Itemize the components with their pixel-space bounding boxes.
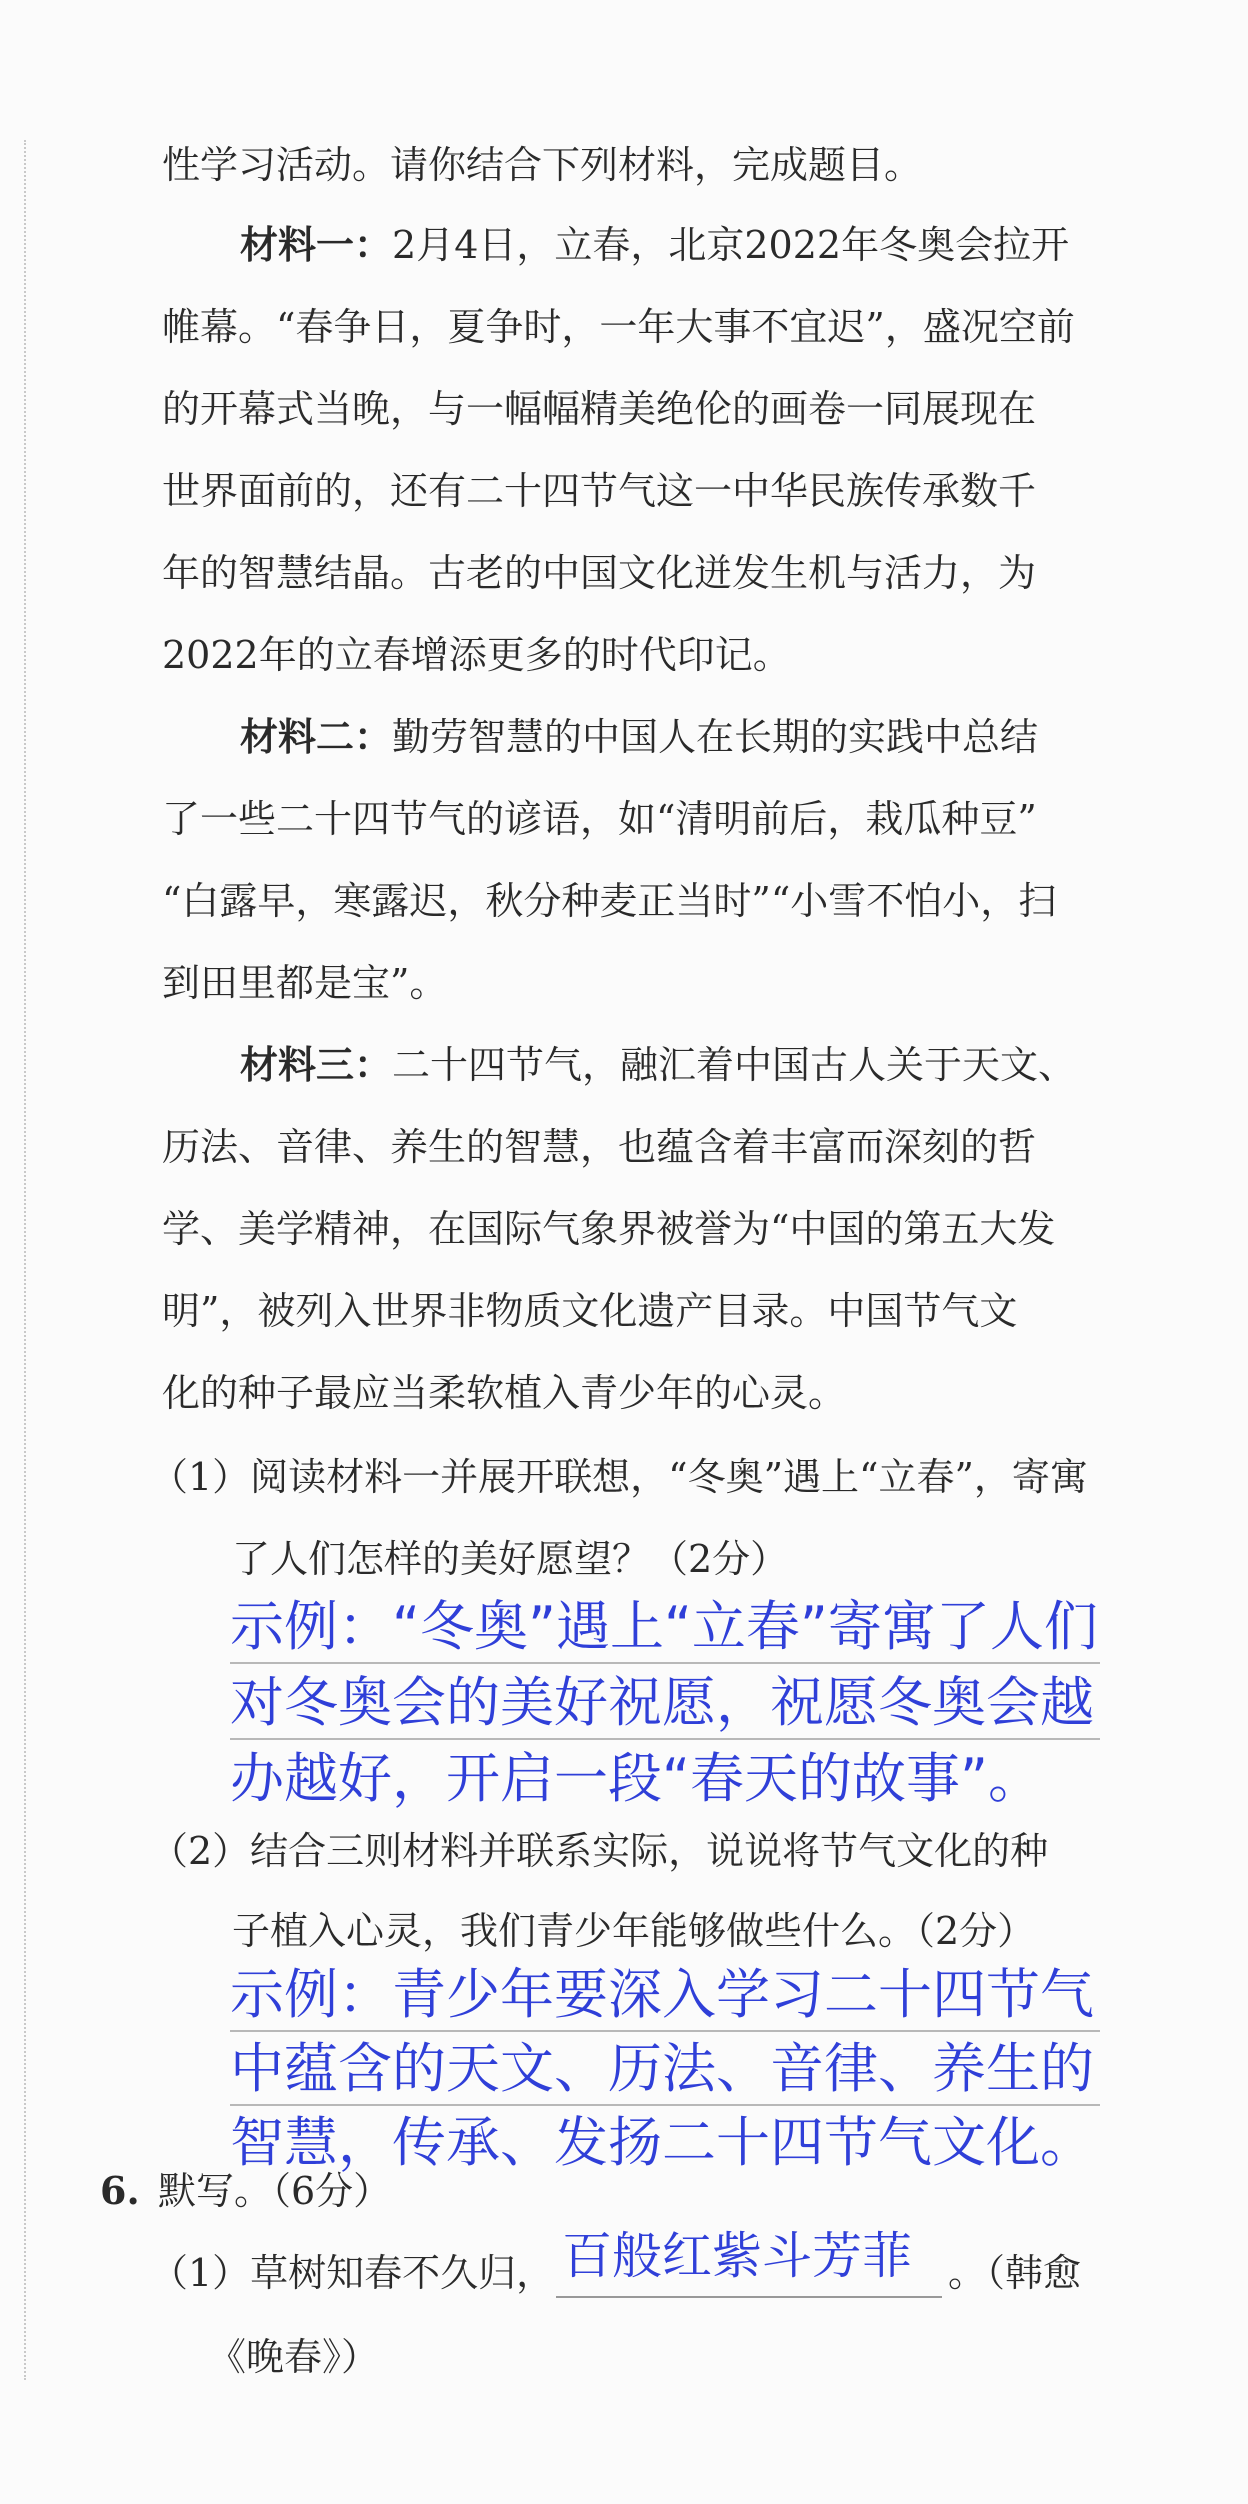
text-line: 性学习活动。请你结合下列材料，完成题目。 [162, 143, 923, 187]
q1-answer-line: 办越好，开启一段“春天的故事”。 [230, 1747, 1042, 1810]
text-line: 学、美学精神，在国际气象界被誉为“中国的第五大发 [162, 1207, 1056, 1251]
material-2-text: 勤劳智慧的中国人在长期的实践中总结 [392, 715, 1039, 759]
material-2-label: 材料二： [240, 714, 393, 759]
q2-prompt-cont: 子植入心灵，我们青少年能够做些什么。（2分） [232, 1909, 1036, 1953]
material-1 [240, 220, 1069, 270]
text-line: 明”，被列入世界非物质文化遗产目录。中国节气文 [162, 1289, 1018, 1333]
text-line: 的开幕式当晚，与一幅幅精美绝伦的画卷一同展现在 [162, 387, 1037, 431]
q2-answer-line: 示例：青少年要深入学习二十四节气 [230, 1963, 1094, 2026]
q2-answer-line: 中蕴含的天文、历法、音律、养生的 [230, 2037, 1094, 2100]
material-3-text: 二十四节气，融汇着中国古人关于天文、 [392, 1043, 1077, 1087]
material-2 [240, 712, 1038, 762]
q1-prompt: （1）阅读材料一并展开联想，“冬奥”遇上“立春”，寄寓 [150, 1455, 1088, 1499]
text-line: 年的智慧结晶。古老的中国文化迸发生机与活力，为 [162, 551, 1037, 595]
answer-rule [230, 2104, 1100, 2106]
text-line: 帷幕。“春争日，夏争时，一年大事不宜迟”，盛况空前 [162, 305, 1075, 349]
q6-item1-answer: 百般红紫斗芳菲 [562, 2227, 912, 2285]
answer-rule [230, 1662, 1100, 1664]
text-line: 到田里都是宝”。 [162, 961, 448, 1005]
material-1-label: 材料一： [240, 222, 393, 267]
material-3 [240, 1040, 1076, 1090]
q1-answer-line: 对冬奥会的美好祝愿，祝愿冬奥会越 [230, 1671, 1094, 1734]
fill-blank-rule [556, 2296, 942, 2298]
q2-prompt: （2）结合三则材料并联系实际，说说将节气文化的种 [150, 1829, 1049, 1873]
answer-rule [230, 1738, 1100, 1740]
question-number: 6. [100, 2168, 140, 2213]
q1-answer-line: 示例：“冬奥”遇上“立春”寄寓了人们 [230, 1595, 1098, 1658]
material-1-text: 2月4日，立春，北京2022年冬奥会拉开 [392, 223, 1070, 267]
q6-item1-source: 《晚春》） [208, 2335, 380, 2379]
q1-prompt-cont: 了人们怎样的美好愿望？（2分） [232, 1537, 789, 1581]
binding-margin [24, 140, 26, 2380]
text-line: 了一些二十四节气的谚语，如“清明前后，栽瓜种豆” [162, 797, 1037, 841]
q6-title: 默写。（6分） [158, 2169, 392, 2213]
q2-answer-line: 智慧，传承、发扬二十四节气文化。 [230, 2111, 1094, 2174]
text-line: 2022年的立春增添更多的时代印记。 [162, 633, 791, 677]
q6-item1-prefix: （1）草树知春不久归， [150, 2251, 555, 2295]
answer-rule [230, 2030, 1100, 2032]
text-line: 世界面前的，还有二十四节气这一中华民族传承数千 [162, 469, 1037, 513]
text-line: 历法、音律、养生的智慧，也蕴含着丰富而深刻的哲 [162, 1125, 1037, 1169]
text-line: 化的种子最应当柔软植入青少年的心灵。 [162, 1371, 847, 1415]
material-3-label: 材料三： [240, 1042, 393, 1087]
q6-item1-suffix: 。（韩愈 [948, 2251, 1082, 2295]
text-line: “白露早，寒露迟，秋分种麦正当时”“小雪不怕小，扫 [162, 879, 1057, 923]
